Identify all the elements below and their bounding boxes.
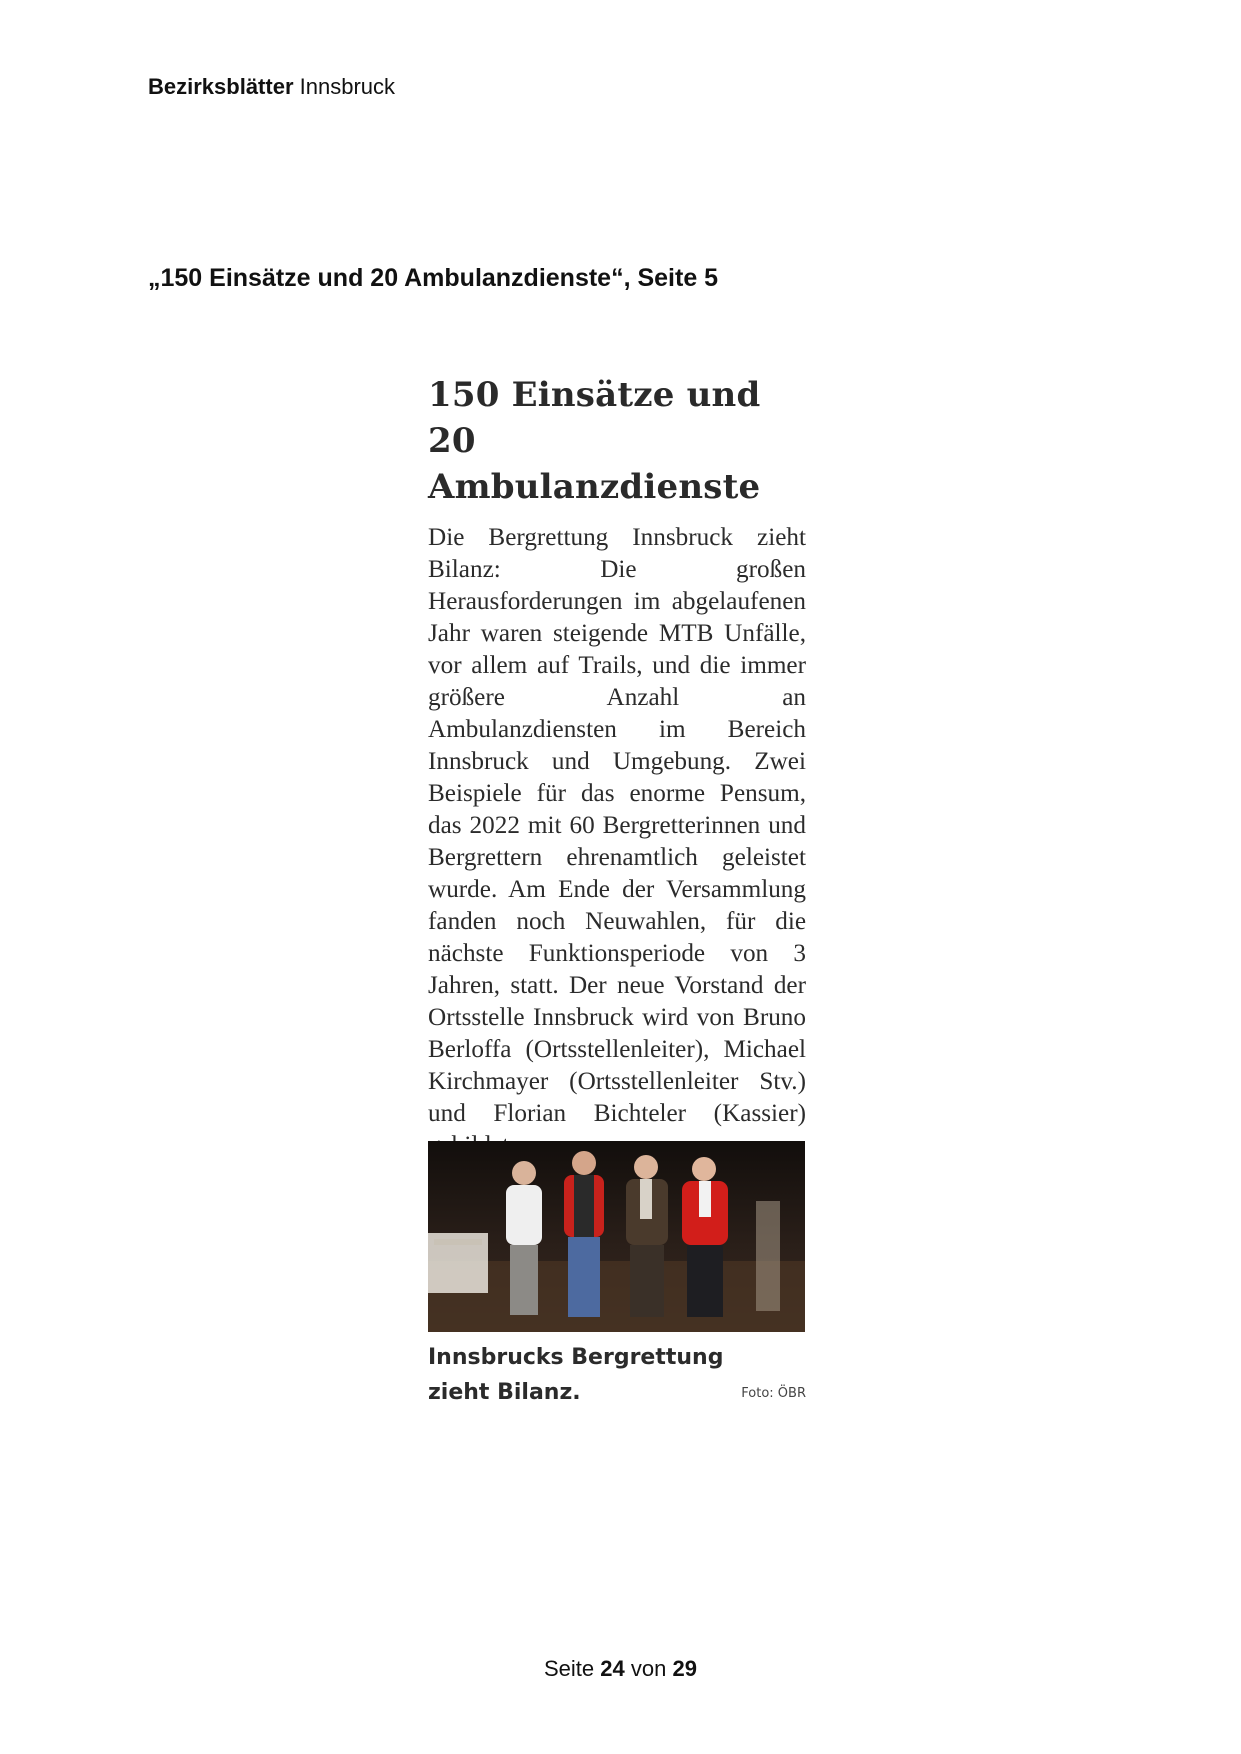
person-2 <box>564 1151 604 1317</box>
article-headline <box>428 372 806 510</box>
publication-name <box>148 74 395 100</box>
current-page-number: 24 <box>600 1656 625 1681</box>
photo-credit: Foto: ÖBR <box>741 1386 806 1401</box>
article-reference-title: „150 Einsätze und 20 Ambulanzdienste“, Seite 5 <box>148 264 719 292</box>
person-3 <box>626 1155 668 1317</box>
footer-prefix: Seite <box>544 1656 595 1681</box>
headline-line-1: 150 Einsätze und 20 <box>428 375 761 461</box>
photo-caption: Innsbrucks Bergrettung zieht Bilanz. <box>428 1345 724 1405</box>
total-pages-number: 29 <box>672 1656 697 1681</box>
page-footer <box>0 1656 1241 1682</box>
group-photo-illustration <box>428 1141 805 1332</box>
publication-name-region: Innsbruck <box>299 74 396 99</box>
newspaper-clipping <box>428 372 806 1162</box>
article-photo <box>428 1141 805 1332</box>
article-body: Die Bergrettung Innsbruck zieht Bilanz: Die großen Herausforderungen im abgelaufenen Jahr waren steigende MTB Unfälle, vor allem auf Trails, und die immer größere Anzahl an Ambulanzdiensten im Bereich Innsbruck und Umgebung. Zwei Beispiele für das enorme Pensum, das 2022 mit 60 Bergretterinnen und Bergrettern ehrenamtlich geleistet wurde. Am Ende der Versammlung fanden noch Neuwahlen, für die nächste Funktionsperiode von 3 Jahren, statt. Der neue Vorstand der Ortsstelle Innsbruck wird von Bruno Berloffa (Ortsstellenleiter), Michael Kirchmayer (Ortsstellenleiter Stv.) und Florian Bichteler (Kassier) <box>428 524 806 1127</box>
headline-line-2: Ambulanzdienste <box>428 467 761 507</box>
photo-caption-row <box>428 1340 806 1410</box>
publication-name-bold: Bezirksblätter <box>148 74 294 99</box>
footer-separator: von <box>630 1656 667 1681</box>
